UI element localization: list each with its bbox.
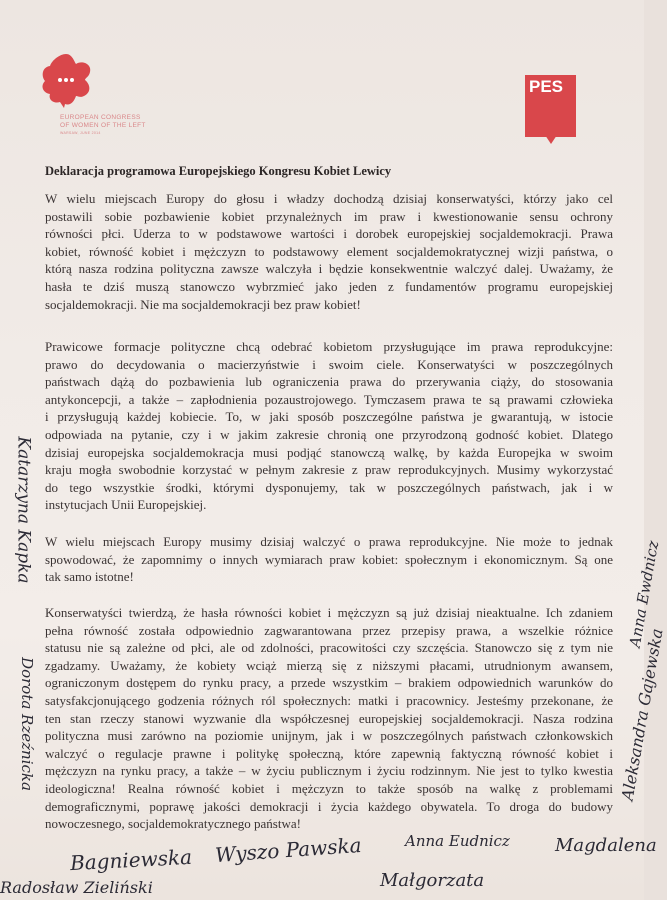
logo-line-1: EUROPEAN CONGRESS (60, 114, 141, 121)
text-line: spowodować, że zapomnimy o innych wymiarach praw kobiet: społecznym i ekonomicznym. Są one (45, 551, 613, 567)
text-line: Konserwatyści twierdzą, że hasła równości kobiet i mężczyzn są już dzisiaj nieaktualne. Ich zdaniem (45, 605, 613, 620)
signature: Anna Eudnicz (405, 832, 510, 850)
text-line: tak samo istotne! (45, 569, 134, 585)
text-line: ten stan rzeczy stanowi wyzwanie dla współczesnej europejskiej socjaldemokracji. Nasza rodzina (45, 710, 613, 726)
text-line: pełna równość została odpowiednio zagwarantowana przez przepisy prawa, a wszelkie różnice (45, 622, 613, 638)
signature: Aleksandra Gajewska (617, 627, 667, 802)
text-line: polityczna musi zarówno na poziomie unijnym, jak i w poszczególnych państwach członkowskich (45, 728, 613, 744)
paragraph-3 (45, 533, 613, 586)
pes-speech-tail (545, 135, 557, 144)
text-line: Prawicowe formacje polityczne chcą odebrać kobietom przysługujące im prawa reprodukcyjne: (45, 339, 613, 354)
paragraph-4 (45, 604, 613, 833)
text-line: statusu nie są zależne od płci, ale od zdolności, pracowitości czy szczęścia. Stanowczo się z tym nie (45, 640, 613, 656)
text-line: hasła te dziś muszą stanowczo wybrzmieć jako jeden z fundamentów programu europejskiej (45, 278, 613, 294)
text-line: dzisiaj europejska socjaldemokracja musi podjąć stanowczą walkę, by każda Europejka w swoim (45, 444, 613, 460)
signature: Bagniewska (69, 844, 193, 876)
pes-logo-text: PES (529, 77, 564, 96)
text-line: nowoczesnego, socjaldemokratycznego państwa! (45, 816, 301, 832)
text-line: W wielu miejscach Europy do głosu i władzy dochodzą dzisiaj konserwatyści, którzy jako cel (45, 191, 613, 206)
text-line: do tego wszystkie środki, którymi dysponujemy, tak w poszczególnych państwach, jak i w (45, 479, 613, 495)
paragraph-1 (45, 190, 613, 313)
text-line: W wielu miejscach Europy musimy dzisiaj walczyć o prawa reprodukcyjne. Nie może to jednak (45, 534, 613, 549)
text-line: walczyć o regulacje prawne i politykę społeczną, które zapewnią faktyczną równość kobiet i (45, 745, 613, 761)
text-line: ograniczonym dostępem do rynku pracy, a przede wszystkim – brakiem odpowiednich warunków do (45, 675, 613, 691)
paragraph-2 (45, 338, 613, 514)
signature: Radosław Zieliński (0, 878, 153, 897)
logo-line-2: OF WOMEN OF THE LEFT (60, 121, 146, 129)
text-line: instytucjach Unii Europejskiej. (45, 497, 207, 513)
text-line: satysfakcjonującego godzenia różnych ról społecznych: matki i pracownicy. Jesteśmy przekonane, że (45, 692, 613, 708)
signature: Wyszo Pawska (214, 832, 363, 868)
text-line: kraju mogła swobodnie korzystać w pełnym zakresie z praw reprodukcyjnych. Musimy wykorzystać (45, 462, 613, 478)
pes-logo (525, 75, 576, 137)
document-title: Deklaracja programowa Europejskiego Kongresu Kobiet Lewicy (45, 164, 392, 178)
ecwl-logo (38, 52, 94, 104)
text-line: socjaldemokracji. Nie ma socjaldemokracji bez praw kobiet! (45, 296, 361, 312)
logo-subtext: WARSAW, JUNE 2014 (60, 131, 101, 135)
text-line: prawo do decydowania o macierzyństwie i swoim ciele. Konserwatyści w poszczególnych (45, 356, 613, 372)
signature: Małgorzata (380, 870, 485, 891)
signature: Magdalena (555, 835, 657, 856)
flower-speech-icon (38, 52, 94, 104)
signature: Dorota Rzeźnicka (17, 657, 36, 791)
text-line: i przysługują każdej kobiecie. To, w jaki sposób poszczególne państwa je gwarantują, w istocie (45, 409, 613, 425)
text-line: demograficznymi, poprawę jakości demokracji i życia każdego obywatela. To droga do budowy (45, 798, 613, 814)
text-line: mężczyzn na rynku pracy, a także – w życiu publicznym i życiu rodzinnym. Nie jest to tylko kwestia (45, 763, 613, 779)
text-line: ideologiczna! Realna równość kobiet i mężczyzn to także sposób na walkę z problemami (45, 780, 613, 796)
text-line: antykoncepcji, a także – zapłodnienia pozaustrojowego. Tymczasem prawa te są prawami człowieka (45, 391, 613, 407)
signature: Anna Ewdnicz (625, 539, 663, 649)
text-line: kobiet, równość kobiet i mężczyzn to podstawowy element socjaldemokratycznej wizji państwa, o (45, 243, 613, 259)
text-line: postawili sobie pozbawienie kobiet przynależnych im praw i kwestionowanie sensu ochrony (45, 208, 613, 224)
text-line: równości płci. Uderza to w podstawowe wartości i dorobek europejskiej socjaldemokracji. Prawa (45, 226, 613, 242)
text-line: odpowiada na pytanie, czy i w jakim zakresie chronią one przyrodzoną godność kobiet. Dlatego (45, 426, 613, 442)
signature: Katarzyna Kapka (13, 436, 34, 584)
text-line: którą nasza rodzina polityczna zawsze walczyła i będzie konsekwentnie walczyć dalej. Uważamy, że (45, 261, 613, 277)
ecwl-logo-text (60, 114, 180, 138)
text-line: zgadzamy. Uważamy, że kobiety wciąż mierzą się z niższymi płacami, utrudnionym awansem, (45, 657, 613, 673)
text-line: państwach dążą do pozbawienia lub ograniczenia prawa do przerywania ciąży, do stosowania (45, 374, 613, 390)
